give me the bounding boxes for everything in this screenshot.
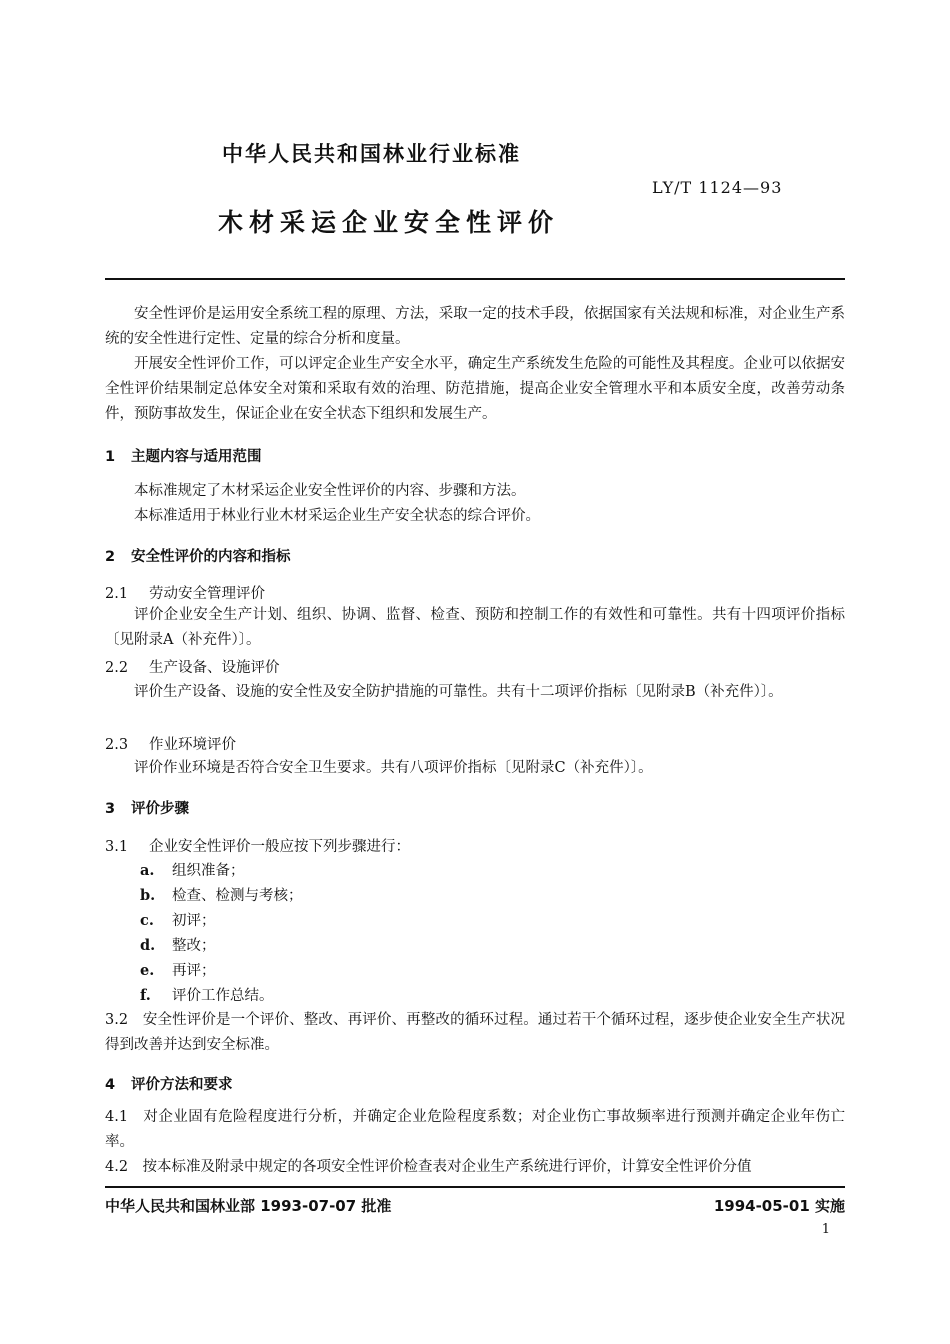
body-paragraph: 本标准适用于林业行业木材采运企业生产安全状态的综合评价。 [134,508,540,524]
section-number: 1 [105,449,116,465]
subsection-number: 3.1 [105,839,129,855]
list-item: b. 检查、检测与考核； [140,887,303,904]
intro-paragraph: 安全性评价是运用安全系统工程的原理、方法，采取一定的技术手段，依据国家有关法规和标准，对企业生产系统的安全性进行定性、定量的综合分析和度量。 [105,306,845,347]
list-item: a. 组织准备； [140,862,245,879]
body-paragraph: 评价生产设备、设施的安全性及安全防护措施的可靠性。共有十二项评价指标〔见附录B（补充件）〕。 [134,684,783,700]
list-item: e. 再评； [140,962,216,979]
intro-paragraph: 开展安全性评价工作，可以评定企业生产安全水平，确定生产系统发生危险的可能性及其程度。企业可以依据安全性评价结果制定总体安全对策和采取有效的治理、防范措施，提高企业安全管理水平和本质安全度，改善劳动条件，预防事故发生，保证企业在安全状态下组织和发展生产。 [105,356,845,422]
document-title: 木材采运企业安全性评价 [218,208,560,237]
section-heading [105,1073,233,1094]
body-paragraph: 本标准规定了木材采运企业安全性评价的内容、步骤和方法。 [134,483,526,499]
section-title: 主题内容与适用范围 [131,449,262,465]
subsection-title: 劳动安全管理评价 [149,586,265,602]
section-number: 4 [105,1077,116,1093]
section-heading [105,445,262,466]
footer-divider [105,1186,845,1188]
body-paragraph: 4.1 对企业固有危险程度进行分析，并确定企业危险程度系数；对企业伤亡事故频率进行预测并确定企业年伤亡率。 [105,1109,845,1150]
body-paragraph: 评价作业环境是否符合安全卫生要求。共有八项评价指标〔见附录C（补充件）〕。 [134,760,653,776]
subsection-heading [105,835,410,856]
subsection-title: 作业环境评价 [149,737,236,753]
subsection-heading [105,582,265,603]
list-item: c. 初评； [140,912,216,929]
section-number: 3 [105,801,116,817]
section-heading [105,545,291,566]
subsection-number: 2.1 [105,586,129,602]
list-item: d. 整改； [140,937,216,954]
section-heading [105,797,189,818]
standard-code: LY/T 1124—93 [652,178,783,197]
subsection-heading [105,656,280,677]
section-title: 评价方法和要求 [131,1077,233,1093]
body-paragraph: 评价企业安全生产计划、组织、协调、监督、检查、预防和控制工作的有效性和可靠性。共有十四项评价指标〔见附录A（补充件）〕。 [105,607,845,648]
approval-statement: 中华人民共和国林业部 1993-07-07 批准 [105,1197,392,1215]
subsection-number: 2.2 [105,660,129,676]
header-divider [105,278,845,280]
section-title: 安全性评价的内容和指标 [131,549,291,565]
subsection-title: 生产设备、设施评价 [149,660,280,676]
subsection-number: 2.3 [105,737,129,753]
standard-organization: 中华人民共和国林业行业标准 [222,142,521,166]
body-paragraph: 3.2 安全性评价是一个评价、整改、再评价、再整改的循环过程。通过若干个循环过程，逐步使企业安全生产状况得到改善并达到安全标准。 [105,1012,845,1053]
section-number: 2 [105,549,116,565]
page-number: 1 [821,1222,830,1237]
section-title: 评价步骤 [131,801,189,817]
implementation-date: 1994-05-01 实施 [713,1197,845,1215]
body-paragraph: 4.2 按本标准及附录中规定的各项安全性评价检查表对企业生产系统进行评价，计算安全性评价分值 [105,1159,752,1175]
subsection-text: 企业安全性评价一般应按下列步骤进行： [149,839,410,855]
list-item: f. 评价工作总结。 [140,987,274,1004]
subsection-heading [105,733,236,754]
